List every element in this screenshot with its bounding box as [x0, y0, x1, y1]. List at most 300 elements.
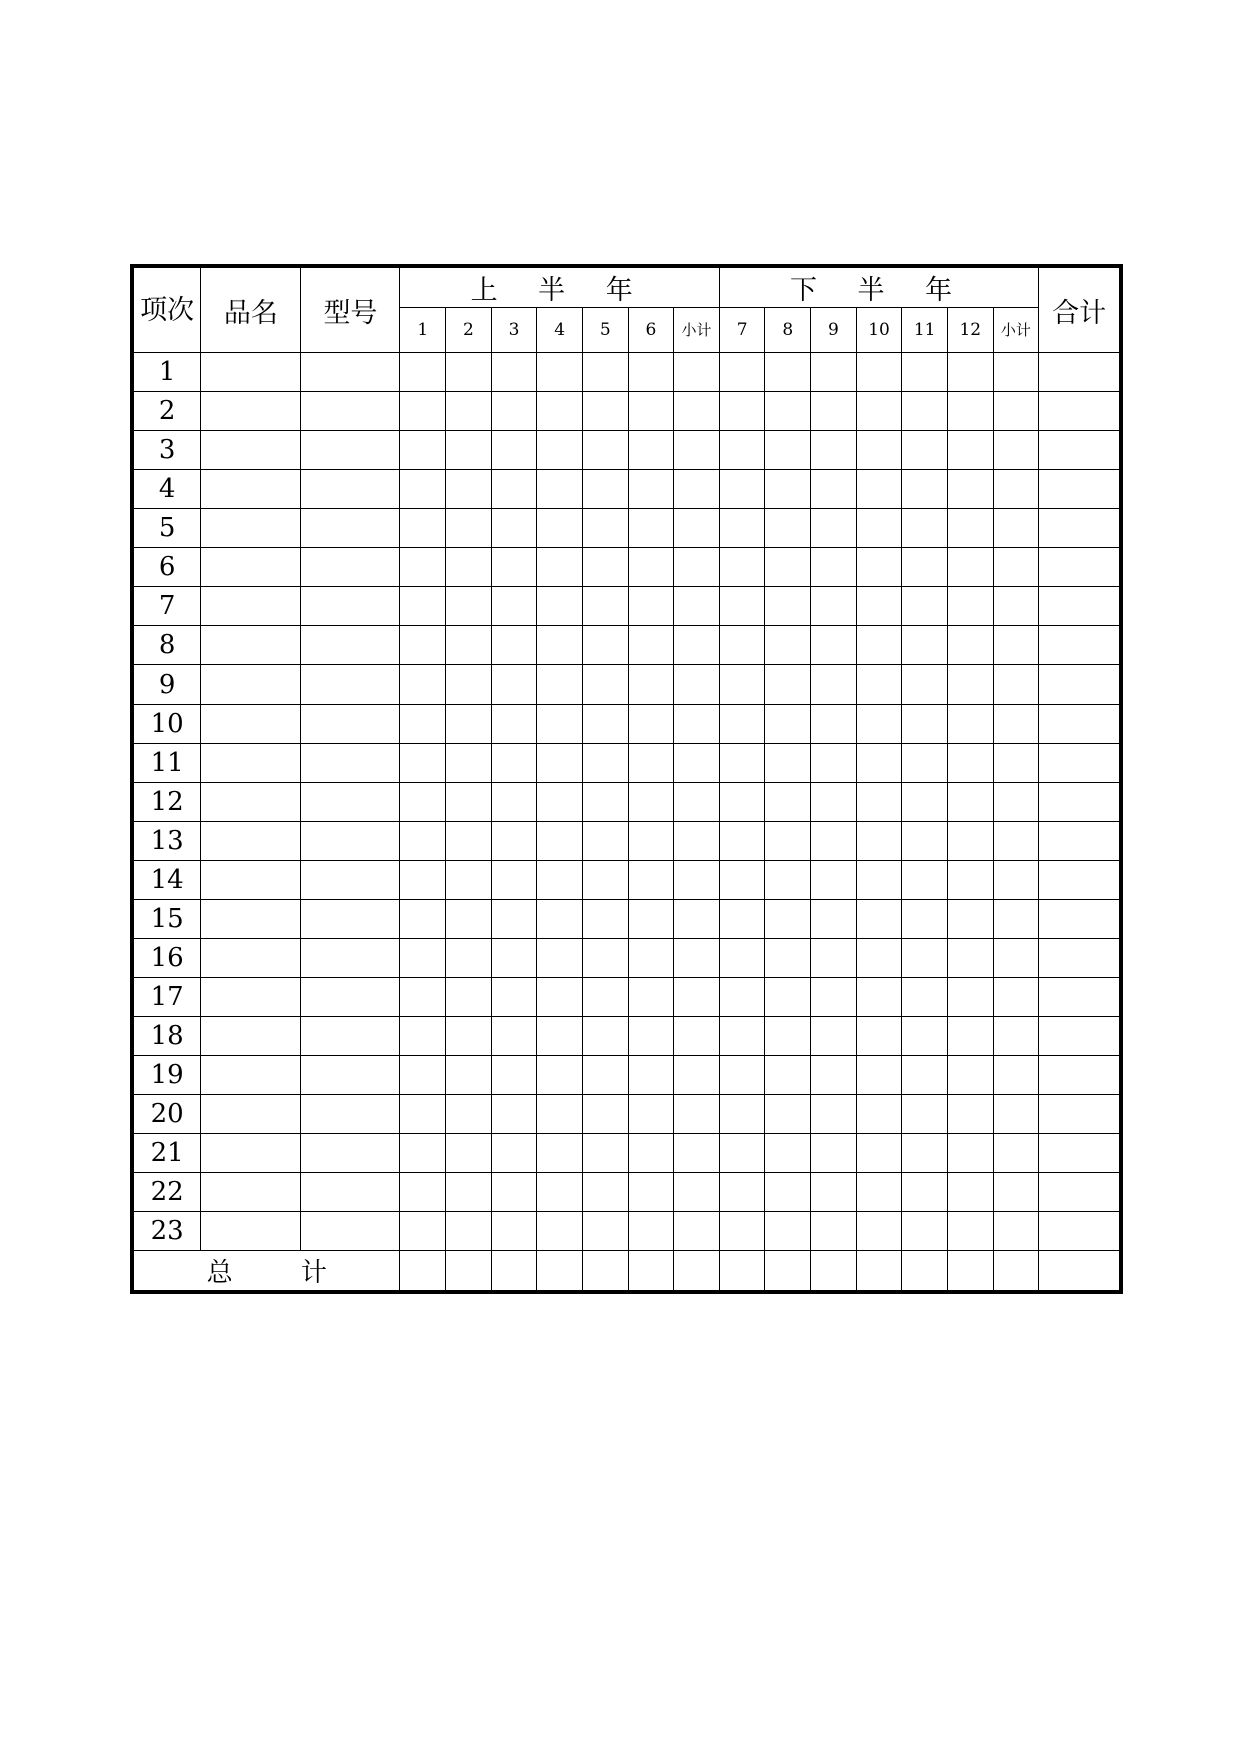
data-cell[interactable] — [628, 938, 674, 977]
data-cell[interactable] — [947, 353, 993, 392]
data-cell[interactable] — [719, 1134, 765, 1173]
data-cell[interactable] — [765, 1095, 811, 1134]
data-cell[interactable] — [582, 782, 628, 821]
data-cell[interactable] — [301, 548, 400, 587]
data-cell[interactable] — [582, 704, 628, 743]
data-cell[interactable] — [765, 743, 811, 782]
data-cell[interactable] — [201, 1055, 301, 1094]
data-cell[interactable] — [537, 821, 583, 860]
data-cell[interactable] — [201, 782, 301, 821]
data-cell[interactable] — [811, 821, 857, 860]
data-cell[interactable] — [201, 1095, 301, 1134]
data-cell[interactable] — [491, 977, 537, 1016]
data-cell[interactable] — [201, 665, 301, 704]
data-cell[interactable] — [446, 938, 492, 977]
data-cell[interactable] — [811, 392, 857, 431]
data-cell[interactable] — [201, 431, 301, 470]
data-cell[interactable] — [582, 1251, 628, 1290]
data-cell[interactable] — [719, 587, 765, 626]
data-cell[interactable] — [446, 821, 492, 860]
data-cell[interactable] — [947, 431, 993, 470]
data-cell[interactable] — [993, 743, 1039, 782]
data-cell[interactable] — [993, 1055, 1039, 1094]
data-cell[interactable] — [1039, 1173, 1119, 1212]
data-cell[interactable] — [1039, 899, 1119, 938]
data-cell[interactable] — [628, 1055, 674, 1094]
data-cell[interactable] — [628, 743, 674, 782]
data-cell[interactable] — [537, 626, 583, 665]
data-cell[interactable] — [811, 509, 857, 548]
data-cell[interactable] — [301, 938, 400, 977]
data-cell[interactable] — [765, 1055, 811, 1094]
data-cell[interactable] — [400, 1173, 446, 1212]
data-cell[interactable] — [400, 1212, 446, 1251]
data-cell[interactable] — [902, 665, 948, 704]
data-cell[interactable] — [902, 431, 948, 470]
data-cell[interactable] — [902, 938, 948, 977]
data-cell[interactable] — [628, 821, 674, 860]
data-cell[interactable] — [628, 548, 674, 587]
data-cell[interactable] — [811, 1055, 857, 1094]
data-cell[interactable] — [537, 1251, 583, 1290]
data-cell[interactable] — [537, 509, 583, 548]
data-cell[interactable] — [628, 1016, 674, 1055]
data-cell[interactable] — [674, 470, 720, 509]
data-cell[interactable] — [201, 392, 301, 431]
data-cell[interactable] — [537, 743, 583, 782]
data-cell[interactable] — [582, 353, 628, 392]
data-cell[interactable] — [674, 977, 720, 1016]
data-cell[interactable] — [201, 977, 301, 1016]
data-cell[interactable] — [811, 353, 857, 392]
data-cell[interactable] — [993, 860, 1039, 899]
data-cell[interactable] — [446, 665, 492, 704]
data-cell[interactable] — [628, 860, 674, 899]
data-cell[interactable] — [765, 548, 811, 587]
data-cell[interactable] — [993, 548, 1039, 587]
data-cell[interactable] — [1039, 782, 1119, 821]
data-cell[interactable] — [537, 470, 583, 509]
data-cell[interactable] — [719, 1251, 765, 1290]
data-cell[interactable] — [902, 548, 948, 587]
data-cell[interactable] — [765, 431, 811, 470]
data-cell[interactable] — [201, 587, 301, 626]
data-cell[interactable] — [856, 938, 902, 977]
data-cell[interactable] — [811, 1134, 857, 1173]
data-cell[interactable] — [491, 821, 537, 860]
data-cell[interactable] — [446, 860, 492, 899]
data-cell[interactable] — [582, 470, 628, 509]
data-cell[interactable] — [1039, 353, 1119, 392]
data-cell[interactable] — [1039, 1251, 1119, 1290]
data-cell[interactable] — [674, 587, 720, 626]
data-cell[interactable] — [628, 782, 674, 821]
data-cell[interactable] — [719, 470, 765, 509]
data-cell[interactable] — [400, 353, 446, 392]
data-cell[interactable] — [811, 899, 857, 938]
data-cell[interactable] — [582, 1095, 628, 1134]
data-cell[interactable] — [446, 431, 492, 470]
data-cell[interactable] — [902, 1016, 948, 1055]
data-cell[interactable] — [765, 626, 811, 665]
data-cell[interactable] — [765, 1251, 811, 1290]
data-cell[interactable] — [856, 899, 902, 938]
data-cell[interactable] — [856, 860, 902, 899]
data-cell[interactable] — [537, 1016, 583, 1055]
data-cell[interactable] — [301, 899, 400, 938]
data-cell[interactable] — [993, 431, 1039, 470]
data-cell[interactable] — [947, 782, 993, 821]
data-cell[interactable] — [902, 1055, 948, 1094]
data-cell[interactable] — [765, 392, 811, 431]
data-cell[interactable] — [628, 1251, 674, 1290]
data-cell[interactable] — [902, 1134, 948, 1173]
data-cell[interactable] — [1039, 1134, 1119, 1173]
data-cell[interactable] — [582, 1016, 628, 1055]
data-cell[interactable] — [674, 626, 720, 665]
data-cell[interactable] — [947, 1212, 993, 1251]
data-cell[interactable] — [582, 821, 628, 860]
data-cell[interactable] — [491, 704, 537, 743]
data-cell[interactable] — [201, 821, 301, 860]
data-cell[interactable] — [856, 626, 902, 665]
data-cell[interactable] — [856, 1134, 902, 1173]
data-cell[interactable] — [301, 743, 400, 782]
data-cell[interactable] — [902, 509, 948, 548]
data-cell[interactable] — [301, 1016, 400, 1055]
data-cell[interactable] — [719, 1212, 765, 1251]
data-cell[interactable] — [628, 704, 674, 743]
data-cell[interactable] — [765, 1016, 811, 1055]
data-cell[interactable] — [400, 743, 446, 782]
data-cell[interactable] — [674, 1173, 720, 1212]
data-cell[interactable] — [491, 899, 537, 938]
data-cell[interactable] — [674, 548, 720, 587]
data-cell[interactable] — [993, 665, 1039, 704]
data-cell[interactable] — [400, 782, 446, 821]
data-cell[interactable] — [765, 977, 811, 1016]
data-cell[interactable] — [719, 860, 765, 899]
data-cell[interactable] — [993, 587, 1039, 626]
data-cell[interactable] — [947, 743, 993, 782]
data-cell[interactable] — [301, 626, 400, 665]
data-cell[interactable] — [993, 821, 1039, 860]
data-cell[interactable] — [902, 1173, 948, 1212]
data-cell[interactable] — [446, 1173, 492, 1212]
data-cell[interactable] — [765, 821, 811, 860]
data-cell[interactable] — [993, 1212, 1039, 1251]
data-cell[interactable] — [537, 1134, 583, 1173]
data-cell[interactable] — [902, 1095, 948, 1134]
data-cell[interactable] — [301, 470, 400, 509]
data-cell[interactable] — [582, 665, 628, 704]
data-cell[interactable] — [400, 509, 446, 548]
data-cell[interactable] — [1039, 938, 1119, 977]
data-cell[interactable] — [765, 509, 811, 548]
data-cell[interactable] — [491, 587, 537, 626]
data-cell[interactable] — [491, 353, 537, 392]
data-cell[interactable] — [491, 1016, 537, 1055]
data-cell[interactable] — [993, 1134, 1039, 1173]
data-cell[interactable] — [1039, 1016, 1119, 1055]
data-cell[interactable] — [856, 782, 902, 821]
data-cell[interactable] — [1039, 860, 1119, 899]
data-cell[interactable] — [1039, 821, 1119, 860]
data-cell[interactable] — [446, 1016, 492, 1055]
data-cell[interactable] — [993, 977, 1039, 1016]
data-cell[interactable] — [1039, 1212, 1119, 1251]
data-cell[interactable] — [674, 1134, 720, 1173]
data-cell[interactable] — [491, 665, 537, 704]
data-cell[interactable] — [856, 1055, 902, 1094]
data-cell[interactable] — [765, 704, 811, 743]
data-cell[interactable] — [674, 938, 720, 977]
data-cell[interactable] — [1039, 392, 1119, 431]
data-cell[interactable] — [628, 1212, 674, 1251]
data-cell[interactable] — [674, 392, 720, 431]
data-cell[interactable] — [400, 1251, 446, 1290]
data-cell[interactable] — [301, 587, 400, 626]
data-cell[interactable] — [811, 587, 857, 626]
data-cell[interactable] — [674, 665, 720, 704]
data-cell[interactable] — [1039, 704, 1119, 743]
data-cell[interactable] — [947, 860, 993, 899]
data-cell[interactable] — [856, 704, 902, 743]
data-cell[interactable] — [674, 1251, 720, 1290]
data-cell[interactable] — [674, 860, 720, 899]
data-cell[interactable] — [491, 548, 537, 587]
data-cell[interactable] — [1039, 665, 1119, 704]
data-cell[interactable] — [446, 1134, 492, 1173]
data-cell[interactable] — [902, 821, 948, 860]
data-cell[interactable] — [628, 977, 674, 1016]
data-cell[interactable] — [628, 431, 674, 470]
data-cell[interactable] — [537, 587, 583, 626]
data-cell[interactable] — [674, 1016, 720, 1055]
data-cell[interactable] — [856, 977, 902, 1016]
data-cell[interactable] — [491, 470, 537, 509]
data-cell[interactable] — [400, 938, 446, 977]
data-cell[interactable] — [719, 704, 765, 743]
data-cell[interactable] — [400, 548, 446, 587]
data-cell[interactable] — [811, 665, 857, 704]
data-cell[interactable] — [201, 626, 301, 665]
data-cell[interactable] — [446, 392, 492, 431]
data-cell[interactable] — [811, 1251, 857, 1290]
data-cell[interactable] — [491, 431, 537, 470]
data-cell[interactable] — [902, 1251, 948, 1290]
data-cell[interactable] — [582, 509, 628, 548]
data-cell[interactable] — [993, 938, 1039, 977]
data-cell[interactable] — [537, 1095, 583, 1134]
data-cell[interactable] — [719, 1173, 765, 1212]
data-cell[interactable] — [765, 860, 811, 899]
data-cell[interactable] — [537, 353, 583, 392]
data-cell[interactable] — [491, 860, 537, 899]
data-cell[interactable] — [719, 548, 765, 587]
data-cell[interactable] — [811, 704, 857, 743]
data-cell[interactable] — [993, 1095, 1039, 1134]
data-cell[interactable] — [811, 1095, 857, 1134]
data-cell[interactable] — [400, 1016, 446, 1055]
data-cell[interactable] — [446, 548, 492, 587]
data-cell[interactable] — [537, 704, 583, 743]
data-cell[interactable] — [582, 977, 628, 1016]
data-cell[interactable] — [856, 392, 902, 431]
data-cell[interactable] — [719, 1095, 765, 1134]
data-cell[interactable] — [811, 431, 857, 470]
data-cell[interactable] — [400, 860, 446, 899]
data-cell[interactable] — [582, 1173, 628, 1212]
data-cell[interactable] — [947, 1173, 993, 1212]
data-cell[interactable] — [674, 1095, 720, 1134]
data-cell[interactable] — [400, 626, 446, 665]
data-cell[interactable] — [902, 743, 948, 782]
data-cell[interactable] — [811, 860, 857, 899]
data-cell[interactable] — [674, 1212, 720, 1251]
data-cell[interactable] — [201, 1016, 301, 1055]
data-cell[interactable] — [765, 938, 811, 977]
data-cell[interactable] — [719, 665, 765, 704]
data-cell[interactable] — [301, 977, 400, 1016]
data-cell[interactable] — [719, 743, 765, 782]
data-cell[interactable] — [719, 821, 765, 860]
data-cell[interactable] — [811, 1212, 857, 1251]
data-cell[interactable] — [491, 1212, 537, 1251]
data-cell[interactable] — [674, 431, 720, 470]
data-cell[interactable] — [947, 470, 993, 509]
data-cell[interactable] — [674, 353, 720, 392]
data-cell[interactable] — [947, 1016, 993, 1055]
data-cell[interactable] — [947, 821, 993, 860]
data-cell[interactable] — [674, 821, 720, 860]
data-cell[interactable] — [537, 1173, 583, 1212]
data-cell[interactable] — [856, 1016, 902, 1055]
data-cell[interactable] — [947, 1055, 993, 1094]
data-cell[interactable] — [674, 743, 720, 782]
data-cell[interactable] — [537, 782, 583, 821]
data-cell[interactable] — [947, 977, 993, 1016]
data-cell[interactable] — [947, 704, 993, 743]
data-cell[interactable] — [628, 353, 674, 392]
data-cell[interactable] — [947, 587, 993, 626]
data-cell[interactable] — [993, 470, 1039, 509]
data-cell[interactable] — [765, 665, 811, 704]
data-cell[interactable] — [537, 977, 583, 1016]
data-cell[interactable] — [993, 353, 1039, 392]
data-cell[interactable] — [765, 470, 811, 509]
data-cell[interactable] — [301, 431, 400, 470]
data-cell[interactable] — [902, 1212, 948, 1251]
data-cell[interactable] — [628, 626, 674, 665]
data-cell[interactable] — [856, 431, 902, 470]
data-cell[interactable] — [765, 782, 811, 821]
data-cell[interactable] — [902, 626, 948, 665]
data-cell[interactable] — [446, 470, 492, 509]
data-cell[interactable] — [628, 1095, 674, 1134]
data-cell[interactable] — [446, 1095, 492, 1134]
data-cell[interactable] — [537, 938, 583, 977]
data-cell[interactable] — [993, 899, 1039, 938]
data-cell[interactable] — [719, 782, 765, 821]
data-cell[interactable] — [400, 1134, 446, 1173]
data-cell[interactable] — [719, 392, 765, 431]
data-cell[interactable] — [719, 353, 765, 392]
data-cell[interactable] — [719, 509, 765, 548]
data-cell[interactable] — [582, 1134, 628, 1173]
data-cell[interactable] — [765, 353, 811, 392]
data-cell[interactable] — [201, 938, 301, 977]
data-cell[interactable] — [1039, 509, 1119, 548]
data-cell[interactable] — [902, 470, 948, 509]
data-cell[interactable] — [201, 509, 301, 548]
data-cell[interactable] — [1039, 626, 1119, 665]
data-cell[interactable] — [1039, 1055, 1119, 1094]
data-cell[interactable] — [491, 1095, 537, 1134]
data-cell[interactable] — [301, 704, 400, 743]
data-cell[interactable] — [582, 1055, 628, 1094]
data-cell[interactable] — [446, 899, 492, 938]
data-cell[interactable] — [582, 899, 628, 938]
data-cell[interactable] — [400, 977, 446, 1016]
data-cell[interactable] — [993, 1251, 1039, 1290]
data-cell[interactable] — [301, 782, 400, 821]
data-cell[interactable] — [719, 431, 765, 470]
data-cell[interactable] — [400, 431, 446, 470]
data-cell[interactable] — [811, 977, 857, 1016]
data-cell[interactable] — [674, 782, 720, 821]
data-cell[interactable] — [491, 1251, 537, 1290]
data-cell[interactable] — [491, 782, 537, 821]
data-cell[interactable] — [446, 743, 492, 782]
data-cell[interactable] — [993, 509, 1039, 548]
data-cell[interactable] — [856, 1173, 902, 1212]
data-cell[interactable] — [902, 587, 948, 626]
data-cell[interactable] — [993, 782, 1039, 821]
data-cell[interactable] — [947, 1134, 993, 1173]
data-cell[interactable] — [201, 899, 301, 938]
data-cell[interactable] — [947, 938, 993, 977]
data-cell[interactable] — [947, 548, 993, 587]
data-cell[interactable] — [719, 938, 765, 977]
data-cell[interactable] — [400, 821, 446, 860]
data-cell[interactable] — [628, 1173, 674, 1212]
data-cell[interactable] — [947, 899, 993, 938]
data-cell[interactable] — [400, 704, 446, 743]
data-cell[interactable] — [491, 1055, 537, 1094]
data-cell[interactable] — [201, 704, 301, 743]
data-cell[interactable] — [811, 782, 857, 821]
data-cell[interactable] — [765, 1134, 811, 1173]
data-cell[interactable] — [856, 548, 902, 587]
data-cell[interactable] — [491, 1134, 537, 1173]
data-cell[interactable] — [902, 704, 948, 743]
data-cell[interactable] — [201, 860, 301, 899]
data-cell[interactable] — [674, 704, 720, 743]
data-cell[interactable] — [582, 392, 628, 431]
data-cell[interactable] — [719, 899, 765, 938]
data-cell[interactable] — [201, 548, 301, 587]
data-cell[interactable] — [537, 899, 583, 938]
data-cell[interactable] — [902, 353, 948, 392]
data-cell[interactable] — [628, 392, 674, 431]
data-cell[interactable] — [811, 470, 857, 509]
data-cell[interactable] — [993, 704, 1039, 743]
data-cell[interactable] — [856, 1251, 902, 1290]
data-cell[interactable] — [765, 899, 811, 938]
data-cell[interactable] — [856, 665, 902, 704]
data-cell[interactable] — [301, 509, 400, 548]
